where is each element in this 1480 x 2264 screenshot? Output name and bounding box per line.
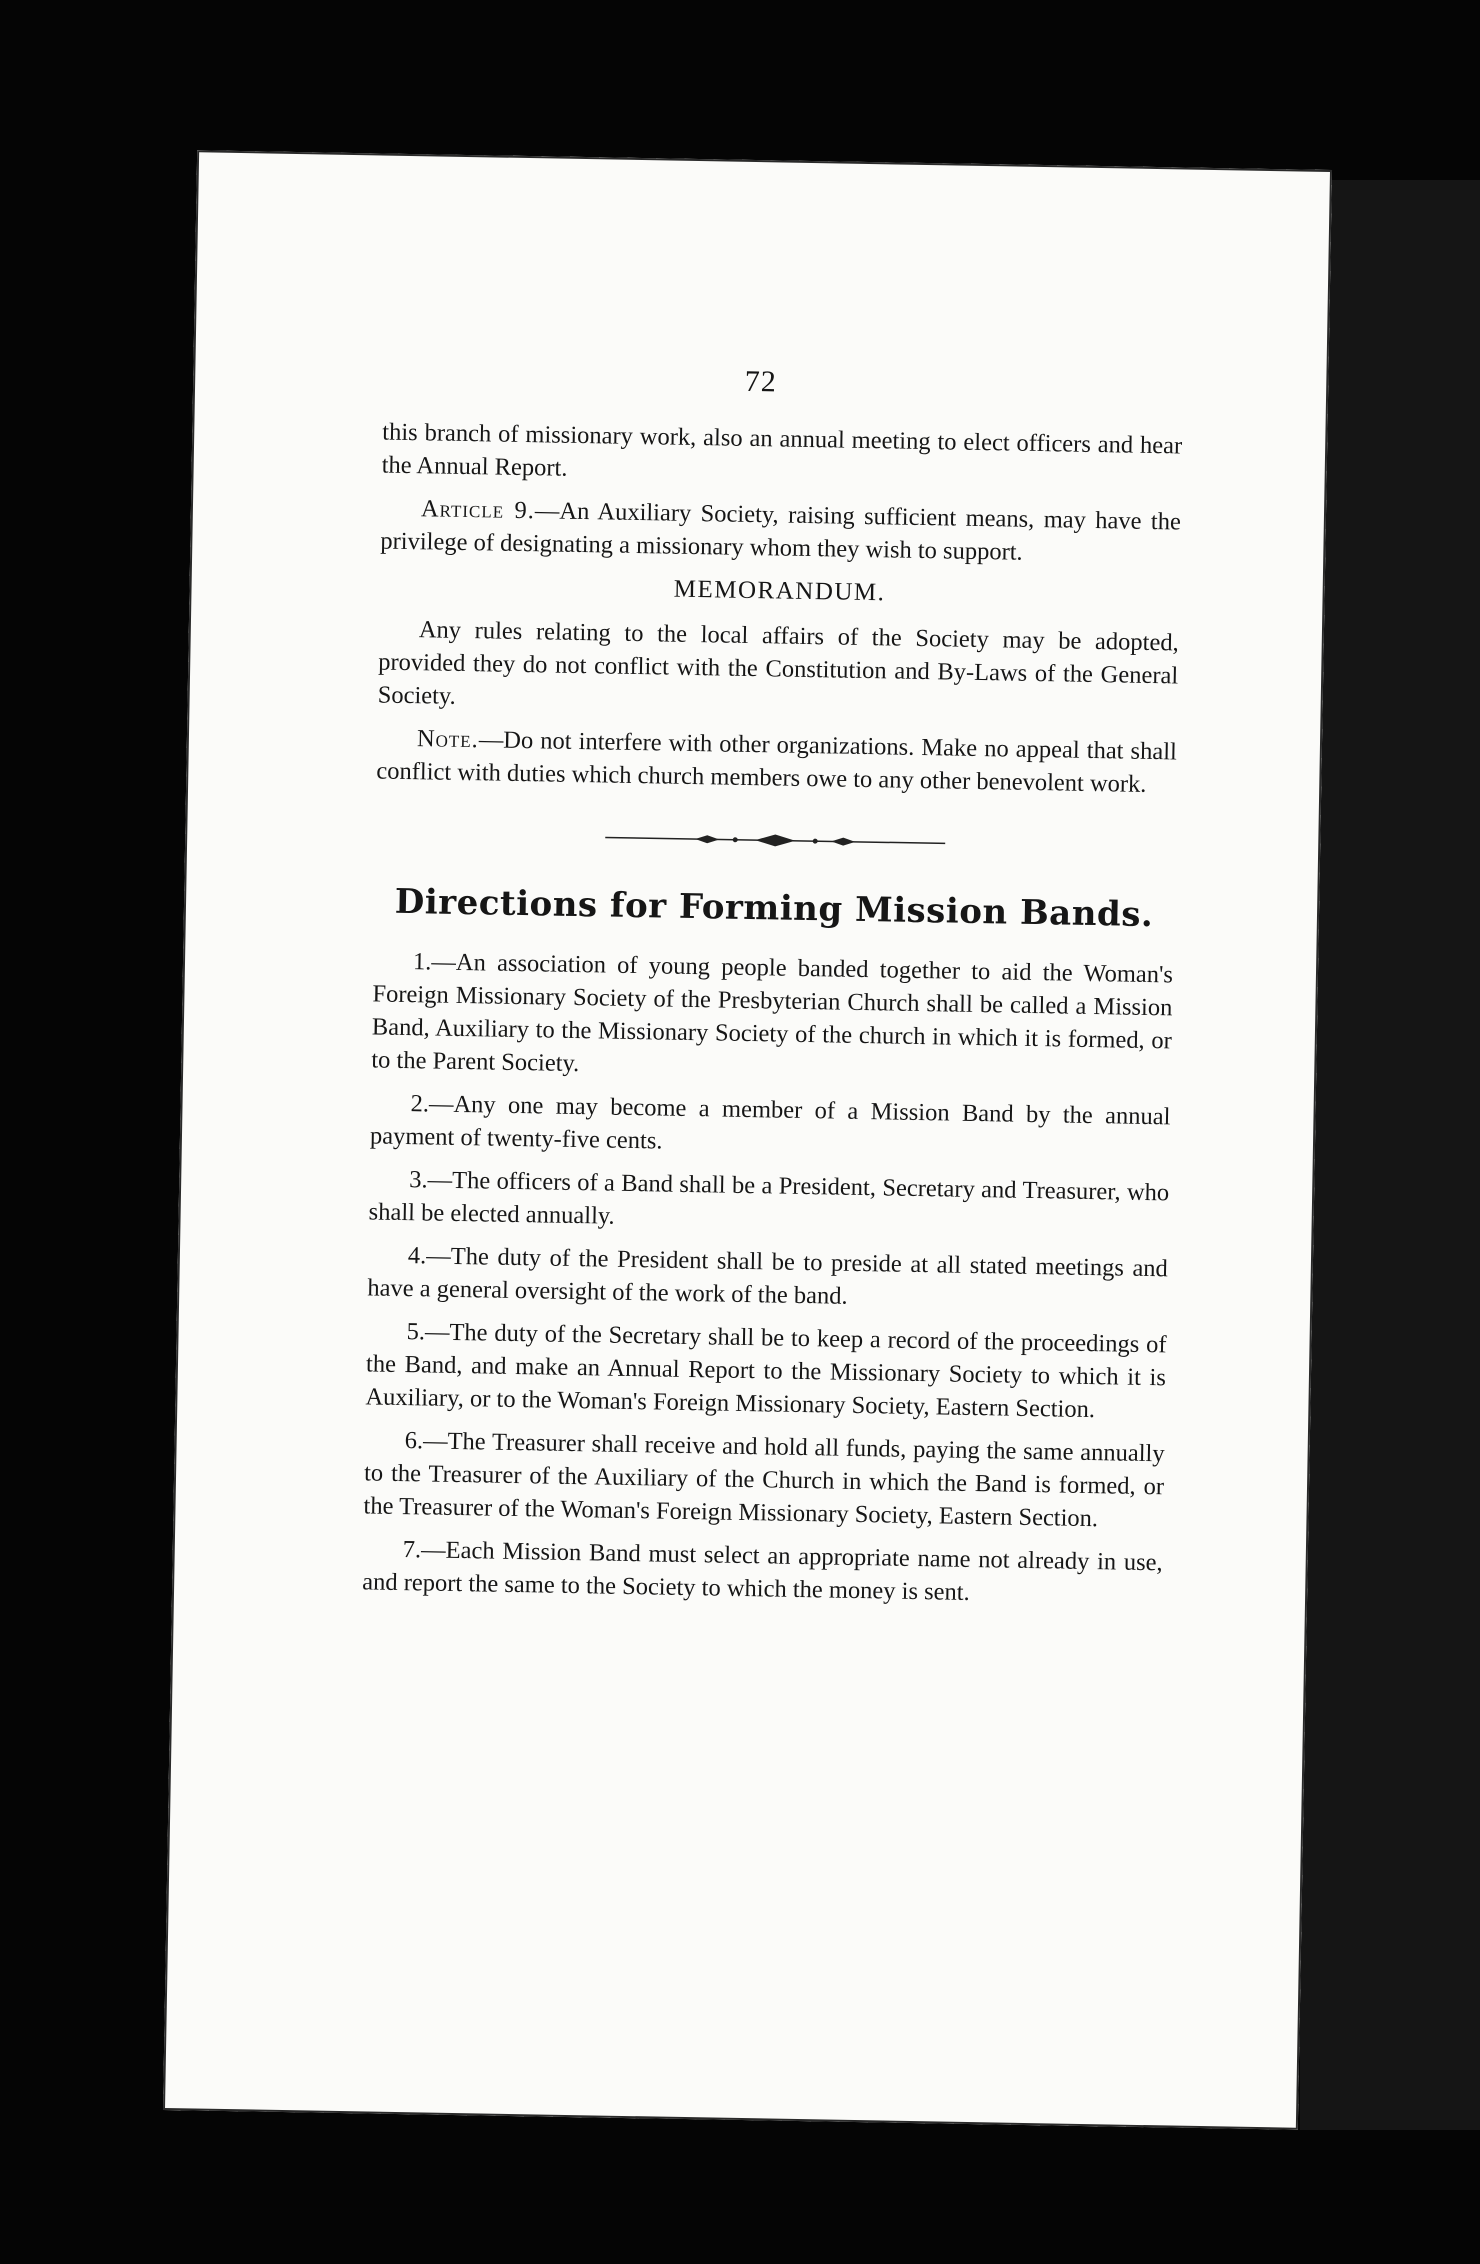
directions-heading: Directions for Forming Mission Bands.: [394, 881, 1154, 936]
article-9-label: Article 9.: [420, 495, 536, 525]
page-number: 72: [744, 364, 778, 399]
ornamental-rule: [375, 821, 1175, 859]
direction-item-6: 6.—The Treasurer shall receive and hold all funds, paying the same annually to the Treasurer of the Auxiliary of the Church in which the Band is formed, or the Treasurer of the Woman's Foreign Missionary Society, Eastern Section.: [363, 1427, 1165, 1533]
direction-item-4: 4.—The duty of the President shall be to preside at all stated meetings and have a general oversight of the work of the band.: [367, 1242, 1169, 1310]
note-paragraph: [376, 721, 1177, 801]
book-edge-shadow: [1300, 180, 1480, 2130]
direction-item-7: 7.—Each Mission Band must select an appropriate name not already in use, and report the same to the Society to which the money is sent.: [361, 1536, 1163, 1606]
direction-item-3: 3.—The officers of a Band shall be a President, Secretary and Treasurer, who shall be elected annually.: [368, 1166, 1170, 1230]
page-content: [362, 416, 1183, 1623]
article-9-paragraph: [380, 492, 1181, 572]
direction-item-5: 5.—The duty of the Secretary shall be to keep a record of the proceedings of the Band, and make an Annual Report to the Missionary Society to which it is Auxiliary, or to the Woman's Foreign Missionary Society, Eastern Section.: [365, 1318, 1167, 1424]
note-text: —Do not interfere with other organizations. Make no appeal that shall conflict with duties which church members owe to any other benevolent work.: [376, 726, 1178, 798]
article-9-text: —An Auxiliary Society, raising sufficient means, may have the privilege of designating a missionary whom they wish to support.: [380, 497, 1182, 566]
ornament-divider-icon: [595, 825, 955, 855]
direction-item-1: 1.—An association of young people banded together to aid the Woman's Foreign Missionary Society of the Presbyterian Church shall be called a Mission Band, Auxiliary to the Missionary Society of the church in which it is formed, or to the Parent Society.: [371, 948, 1174, 1078]
memorandum-heading: MEMORANDUM.: [673, 575, 886, 607]
continuation-paragraph: this branch of missionary work, also an annual meeting to elect officers and hear the Annual Report.: [381, 418, 1183, 482]
document-page: [163, 150, 1332, 2130]
memorandum-paragraph: Any rules relating to the local affairs of the Society may be adopted, provided they do not conflict with the Constitution and By-Laws of the General Society.: [377, 616, 1179, 710]
note-label: Note.: [416, 725, 480, 754]
direction-item-2: 2.—Any one may become a member of a Mission Band by the annual payment of twenty-five cents.: [369, 1090, 1171, 1155]
